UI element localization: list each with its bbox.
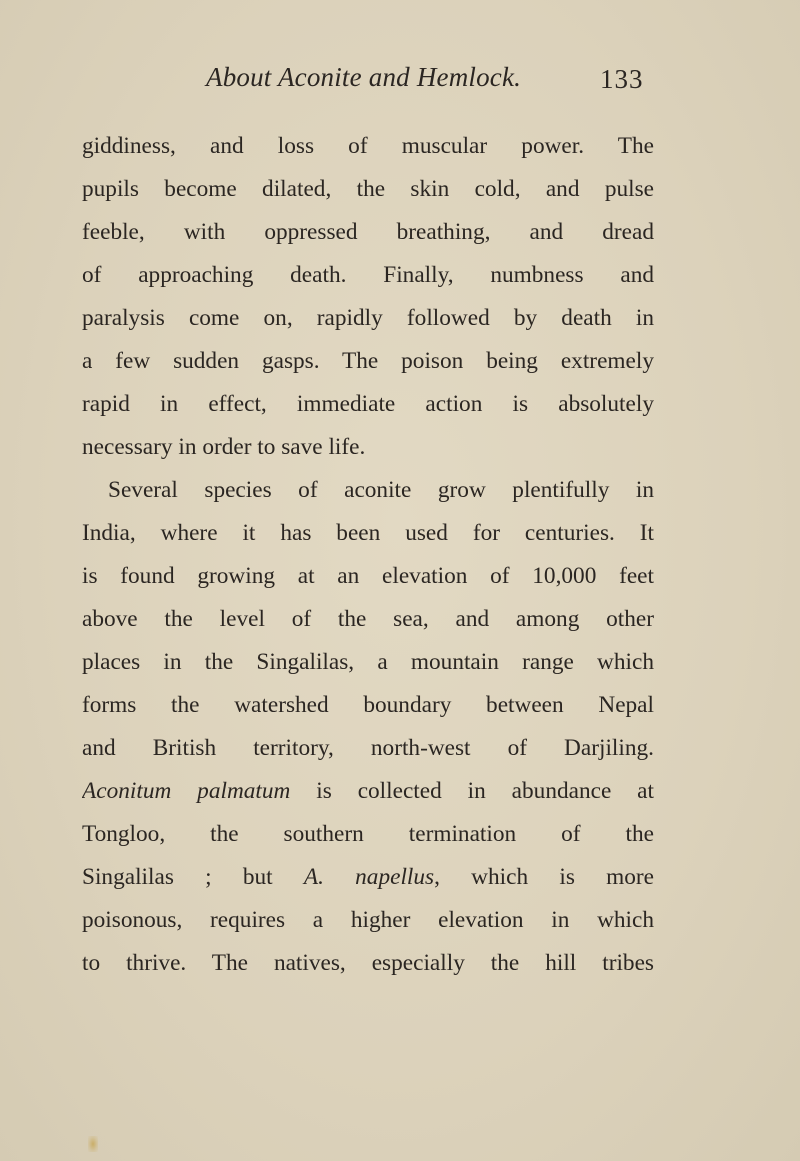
text-line: necessary in order to save life. [82, 434, 366, 460]
text-line: paralysis come on, rapidly followed by death in [82, 305, 654, 331]
running-title: About Aconite and Hemlock. [206, 62, 522, 92]
text-line: poisonous, requires a higher elevation in which [82, 907, 654, 933]
text-line: giddiness, and loss of muscular power. The [82, 133, 654, 159]
species-name: A. napellus [303, 864, 435, 890]
paper-stain [88, 1136, 98, 1152]
running-head [82, 62, 652, 102]
text-line: pupils become dilated, the skin cold, and pulse [82, 176, 654, 202]
text-line: forms the watershed boundary between Nepal [82, 692, 654, 718]
text-line: Tongloo, the southern termination of the [82, 821, 654, 847]
page-number: 133 [600, 64, 644, 94]
body-text [82, 125, 654, 985]
text-line: is found growing at an elevation of 10,000 feet [82, 563, 654, 589]
text-line: Singalilas ; but A. napellus, which is more [82, 864, 654, 890]
text-line: above the level of the sea, and among other [82, 606, 654, 632]
species-name: Aconitum palmatum [82, 778, 291, 804]
text-line: rapid in effect, immediate action is absolutely [82, 391, 654, 417]
text-line: Several species of aconite grow plentifully in [108, 477, 654, 503]
text-line: of approaching death. Finally, numbness and [82, 262, 654, 288]
text-line: places in the Singalilas, a mountain range which [82, 649, 654, 675]
text-line: to thrive. The natives, especially the hill tribes [82, 950, 654, 976]
text-line: Aconitum palmatum is collected in abundance at [82, 778, 654, 804]
text-line: a few sudden gasps. The poison being extremely [82, 348, 654, 374]
text-line: India, where it has been used for centuries. It [82, 520, 654, 546]
text-line: feeble, with oppressed breathing, and dread [82, 219, 654, 245]
text-line: and British territory, north-west of Darjiling. [82, 735, 654, 761]
